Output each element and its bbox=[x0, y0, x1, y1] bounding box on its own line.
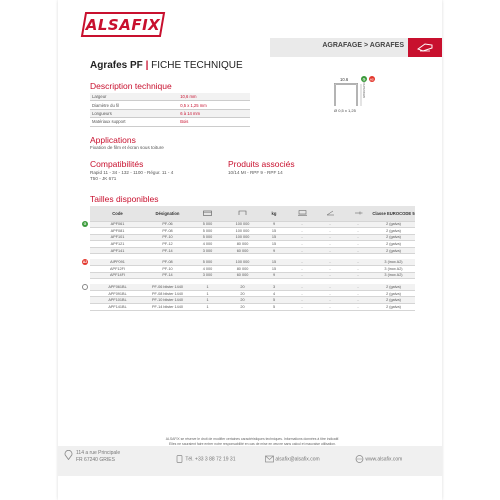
svg-text:G: G bbox=[362, 77, 366, 82]
table-cell: APF141BL bbox=[90, 304, 145, 311]
description-value: 6 à 14 mm bbox=[178, 109, 250, 117]
table-cell: 5 000 bbox=[190, 259, 225, 266]
table-cell: PF-14 bbox=[145, 247, 190, 254]
staple-wire-label: Ø 0,5 x 1,25 bbox=[334, 108, 356, 113]
table-cell: - bbox=[344, 241, 372, 248]
staple-width-label: 10.6 bbox=[340, 77, 349, 82]
table-cell: - bbox=[316, 241, 344, 248]
table-cell: APF061BL bbox=[90, 284, 145, 291]
title-separator: | bbox=[145, 60, 149, 71]
table-cell: PF-14 bbox=[145, 272, 190, 279]
table-cell: - bbox=[344, 290, 372, 297]
email-address: alsafix@alsafix.com bbox=[275, 456, 320, 463]
table-cell: - bbox=[344, 266, 372, 273]
table-cell: 9 bbox=[260, 272, 288, 279]
description-label: Largeur bbox=[90, 93, 178, 101]
table-cell: 2 (galva) bbox=[372, 247, 415, 254]
table-cell: 3 bbox=[260, 284, 288, 291]
table-cell: - bbox=[288, 266, 316, 273]
table-row bbox=[90, 284, 415, 291]
table-cell: - bbox=[288, 234, 316, 241]
table-cell: - bbox=[344, 228, 372, 235]
table-cell: PF-08 blister 1440 bbox=[145, 290, 190, 297]
alsafix-logo bbox=[80, 11, 166, 38]
table-cell: 60 000 bbox=[225, 272, 260, 279]
map-pin-icon bbox=[64, 450, 73, 460]
table-cell: 2 (galva) bbox=[372, 221, 415, 228]
table-cell: 5 000 bbox=[190, 228, 225, 235]
table-cell: - bbox=[288, 304, 316, 311]
table-cell: - bbox=[316, 247, 344, 254]
table-cell: PF-08 bbox=[145, 259, 190, 266]
table-cell: 15 bbox=[260, 234, 288, 241]
disclaimer-line-1: ALSAFIX se réserve le droit de modifier certaines caractéristiques techniques. Informations données à titre indicatif. bbox=[165, 437, 340, 441]
table-cell: 2 (galva) bbox=[372, 228, 415, 235]
table-cell: PF-06 blister 1440 bbox=[145, 284, 190, 291]
address-line-2: FR 67240 GRIES bbox=[76, 457, 115, 463]
table-cell: 2 (galva) bbox=[372, 304, 415, 311]
description-table bbox=[90, 93, 250, 127]
table-cell: PF-12 bbox=[145, 241, 190, 248]
staples-count-icon bbox=[238, 210, 247, 216]
document-type: FICHE TECHNIQUE bbox=[151, 60, 243, 71]
table-row bbox=[90, 241, 415, 248]
description-value: 0,5 x 1,25 mm bbox=[178, 101, 250, 109]
table-cell: - bbox=[316, 259, 344, 266]
table-cell: 2 (galva) bbox=[372, 241, 415, 248]
table-cell: - bbox=[316, 272, 344, 279]
sizes-header-row bbox=[90, 206, 415, 221]
phone-number: Tél. +33 3 88 72 19 31 bbox=[185, 456, 236, 463]
table-cell: - bbox=[316, 221, 344, 228]
table-cell: 1 bbox=[190, 304, 225, 311]
table-cell: - bbox=[316, 304, 344, 311]
table-row bbox=[90, 234, 415, 241]
description-row bbox=[90, 93, 250, 101]
table-cell: APF141 bbox=[90, 247, 145, 254]
table-row bbox=[90, 304, 415, 311]
table-cell: - bbox=[288, 290, 316, 297]
col-code: Code bbox=[90, 206, 145, 221]
sizes-heading: Tailles disponibles bbox=[90, 194, 159, 204]
product-name: Agrafes PF bbox=[90, 60, 143, 71]
nail-icon bbox=[354, 210, 363, 216]
globe-icon bbox=[355, 455, 364, 463]
table-row bbox=[90, 290, 415, 297]
table-cell: AIPF091 bbox=[90, 259, 145, 266]
table-cell: - bbox=[316, 297, 344, 304]
galva-marker-icon: G bbox=[83, 222, 87, 227]
footer-website[interactable] bbox=[355, 455, 402, 463]
table-cell: 4 000 bbox=[190, 241, 225, 248]
inox-marker-icon: A2 bbox=[82, 260, 88, 265]
table-cell: 15 bbox=[260, 241, 288, 248]
table-row bbox=[90, 247, 415, 254]
col-angle-b bbox=[344, 206, 372, 221]
table-cell: 5 bbox=[260, 304, 288, 311]
description-label: Diamètre du fil bbox=[90, 101, 178, 109]
table-cell: - bbox=[316, 228, 344, 235]
table-cell: 1 bbox=[190, 297, 225, 304]
table-cell: APF14FI bbox=[90, 272, 145, 279]
description-label: Matériaux support bbox=[90, 118, 178, 126]
table-cell: - bbox=[344, 284, 372, 291]
description-value: Bois bbox=[178, 118, 250, 126]
table-cell: - bbox=[288, 241, 316, 248]
table-cell: 100 000 bbox=[225, 221, 260, 228]
table-row bbox=[90, 221, 415, 228]
applications-heading: Applications bbox=[90, 135, 136, 145]
table-cell: - bbox=[344, 259, 372, 266]
table-cell: PF-08 bbox=[145, 228, 190, 235]
pallet-icon bbox=[298, 210, 307, 216]
table-cell: 80 000 bbox=[225, 241, 260, 248]
address-line-1: 114 a rue Principale bbox=[76, 450, 121, 456]
category-banner bbox=[270, 38, 442, 57]
table-cell: - bbox=[344, 272, 372, 279]
table-cell: 3 000 bbox=[190, 247, 225, 254]
related-products-heading: Produits associés bbox=[228, 159, 295, 169]
table-cell: - bbox=[288, 297, 316, 304]
box-icon bbox=[203, 210, 212, 216]
col-box-qty bbox=[190, 206, 225, 221]
table-cell: - bbox=[316, 284, 344, 291]
category-badge bbox=[408, 38, 442, 57]
table-cell: 20 bbox=[225, 284, 260, 291]
footer-email[interactable] bbox=[265, 455, 320, 463]
table-cell: - bbox=[288, 228, 316, 235]
table-cell: 3 (inox A2) bbox=[372, 259, 415, 266]
table-cell: APF121 bbox=[90, 241, 145, 248]
related-products-list: 10/14 MI - RPF 9 - RPF 14 bbox=[228, 170, 283, 175]
stapler-icon bbox=[417, 42, 433, 53]
table-cell: - bbox=[344, 304, 372, 311]
table-cell: 100 000 bbox=[225, 228, 260, 235]
compatibility-heading: Compatibilités bbox=[90, 159, 144, 169]
description-row bbox=[90, 109, 250, 117]
table-cell: APF12FI bbox=[90, 266, 145, 273]
table-cell: - bbox=[316, 266, 344, 273]
table-cell: APF101 bbox=[90, 234, 145, 241]
description-row bbox=[90, 118, 250, 126]
table-cell: 20 bbox=[225, 290, 260, 297]
table-cell: 60 000 bbox=[225, 247, 260, 254]
col-designation: Désignation bbox=[145, 206, 190, 221]
table-row bbox=[90, 266, 415, 273]
table-cell: 2 (galva) bbox=[372, 297, 415, 304]
footer-phone[interactable] bbox=[175, 455, 236, 463]
disclaimer bbox=[90, 437, 415, 446]
email-icon bbox=[265, 455, 274, 463]
compatibility-line-2: T50 - JK 671 bbox=[90, 176, 117, 181]
col-weight: kg bbox=[260, 206, 288, 221]
table-cell: - bbox=[288, 221, 316, 228]
table-cell: APF061 bbox=[90, 221, 145, 228]
table-cell: 15 bbox=[260, 266, 288, 273]
table-cell: 20 bbox=[225, 304, 260, 311]
table-cell: 2 (galva) bbox=[372, 290, 415, 297]
svg-text:A2: A2 bbox=[369, 77, 374, 82]
table-cell: - bbox=[288, 284, 316, 291]
table-cell: 5 bbox=[260, 297, 288, 304]
table-row bbox=[90, 297, 415, 304]
table-cell: 5 000 bbox=[190, 234, 225, 241]
page-title bbox=[90, 60, 243, 71]
angle-icon bbox=[326, 210, 335, 216]
table-cell: - bbox=[316, 290, 344, 297]
table-cell: - bbox=[344, 247, 372, 254]
table-row bbox=[90, 228, 415, 235]
staple-dimension-drawing bbox=[325, 74, 415, 114]
table-cell: PF-06 bbox=[145, 221, 190, 228]
table-cell: 4 000 bbox=[190, 266, 225, 273]
table-row bbox=[90, 259, 415, 266]
table-cell: APF091BL bbox=[90, 290, 145, 297]
table-cell: 15 bbox=[260, 259, 288, 266]
table-cell: - bbox=[288, 247, 316, 254]
disclaimer-line-2: Elles ne sauraient faire entrer notre responsabilité en cas de mise en œuvre sans calcul et mauvaise utilisation. bbox=[169, 441, 336, 446]
col-angle-a bbox=[316, 206, 344, 221]
table-cell: 5 000 bbox=[190, 221, 225, 228]
table-row bbox=[90, 272, 415, 279]
table-cell: - bbox=[316, 234, 344, 241]
col-eurocode: Classe EUROCODE 5 bbox=[372, 206, 415, 221]
website-url: www.alsafix.com bbox=[365, 456, 403, 463]
table-cell: 80 000 bbox=[225, 266, 260, 273]
table-cell: 3 (inox A2) bbox=[372, 266, 415, 273]
staple-length-label: 6/8/10/12/14 bbox=[362, 82, 366, 98]
table-cell: 100 000 bbox=[225, 259, 260, 266]
table-cell: APF081 bbox=[90, 228, 145, 235]
table-cell: PF-14 blister 1440 bbox=[145, 304, 190, 311]
table-cell: APF101BL bbox=[90, 297, 145, 304]
table-cell: - bbox=[288, 259, 316, 266]
table-cell: 1 bbox=[190, 284, 225, 291]
category-breadcrumb: AGRAFAGE > AGRAFES bbox=[322, 42, 404, 49]
col-pieces bbox=[225, 206, 260, 221]
table-cell: 20 bbox=[225, 297, 260, 304]
table-cell: - bbox=[288, 272, 316, 279]
applications-text: Fixation de film et écran sous toiture bbox=[90, 145, 164, 150]
table-cell: PF-10 blister 1440 bbox=[145, 297, 190, 304]
table-cell: PF-10 bbox=[145, 234, 190, 241]
table-cell: - bbox=[344, 297, 372, 304]
description-heading: Description technique bbox=[90, 81, 172, 91]
table-cell: - bbox=[344, 234, 372, 241]
table-cell: 3 (inox A2) bbox=[372, 272, 415, 279]
table-cell: 1 bbox=[190, 290, 225, 297]
description-value: 10,6 mm bbox=[178, 93, 250, 101]
table-cell: - bbox=[344, 221, 372, 228]
sizes-table bbox=[90, 206, 415, 311]
description-row bbox=[90, 101, 250, 109]
table-cell: 15 bbox=[260, 228, 288, 235]
compatibility-line-1: Rapid 11 - 34 - 132 - 1100 - Régur. 11 - 4 bbox=[90, 170, 174, 175]
table-cell: 2 (galva) bbox=[372, 284, 415, 291]
table-cell: 9 bbox=[260, 247, 288, 254]
table-cell: 9 bbox=[260, 221, 288, 228]
table-cell: 100 000 bbox=[225, 234, 260, 241]
table-cell: 2 (galva) bbox=[372, 234, 415, 241]
table-cell: 4 bbox=[260, 290, 288, 297]
col-pallet bbox=[288, 206, 316, 221]
table-cell: PF-10 bbox=[145, 266, 190, 273]
description-label: Longueurs bbox=[90, 109, 178, 117]
logo-text: ALSAFIX bbox=[85, 15, 161, 34]
phone-icon bbox=[175, 455, 184, 463]
table-cell: 3 000 bbox=[190, 272, 225, 279]
